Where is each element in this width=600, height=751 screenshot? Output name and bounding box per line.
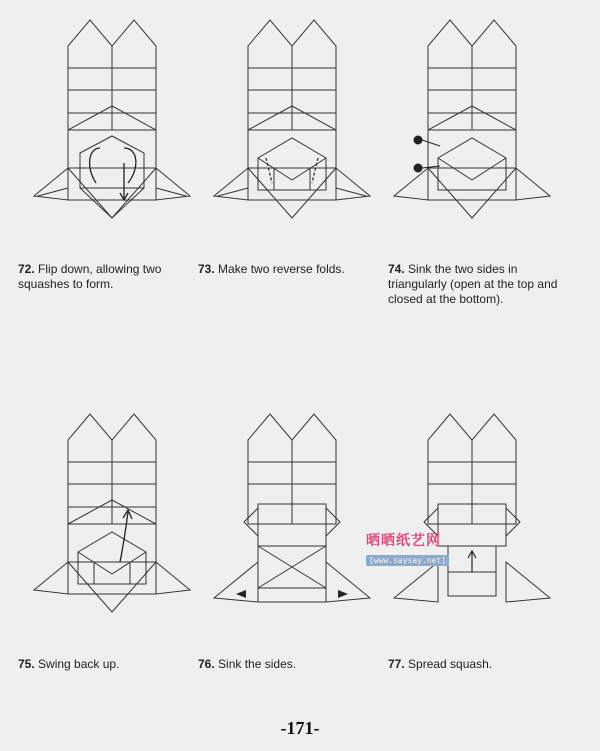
watermark-title: 晒晒纸艺网	[366, 533, 441, 549]
step-text: Flip down, allowing two squashes to form.	[18, 262, 162, 291]
diagram-step-74	[388, 18, 568, 233]
origami-diagram-73	[208, 18, 388, 233]
caption-step-76	[198, 657, 373, 672]
origami-diagram-74	[388, 18, 568, 233]
origami-diagram-77	[388, 412, 568, 627]
caption-step-72	[18, 262, 188, 292]
step-number: 74.	[388, 262, 405, 276]
step-number: 73.	[198, 262, 215, 276]
origami-diagram-72	[28, 18, 208, 233]
diagram-step-75	[28, 412, 208, 627]
step-text: Spread squash.	[408, 657, 493, 671]
diagram-step-73	[208, 18, 388, 233]
step-number: 76.	[198, 657, 215, 671]
site-watermark	[366, 530, 466, 568]
step-text: Sink the sides.	[218, 657, 297, 671]
step-text: Make two reverse folds.	[218, 262, 345, 276]
caption-step-77	[388, 657, 558, 672]
step-number: 77.	[388, 657, 405, 671]
page-number: -171-	[280, 718, 320, 738]
caption-step-75	[18, 657, 188, 672]
diagram-step-76	[208, 412, 388, 627]
origami-diagram-76	[208, 412, 388, 627]
caption-step-74	[388, 262, 558, 307]
diagram-step-72	[28, 18, 208, 233]
step-text: Sink the two sides in triangularly (open at the top and closed at the bottom).	[388, 262, 558, 306]
caption-step-73	[198, 262, 373, 277]
step-number: 75.	[18, 657, 35, 671]
diagram-step-77	[388, 412, 568, 627]
watermark-url: [www.saysay.net]	[366, 555, 449, 566]
step-number: 72.	[18, 262, 35, 276]
origami-diagram-75	[28, 412, 208, 627]
step-text: Swing back up.	[38, 657, 120, 671]
